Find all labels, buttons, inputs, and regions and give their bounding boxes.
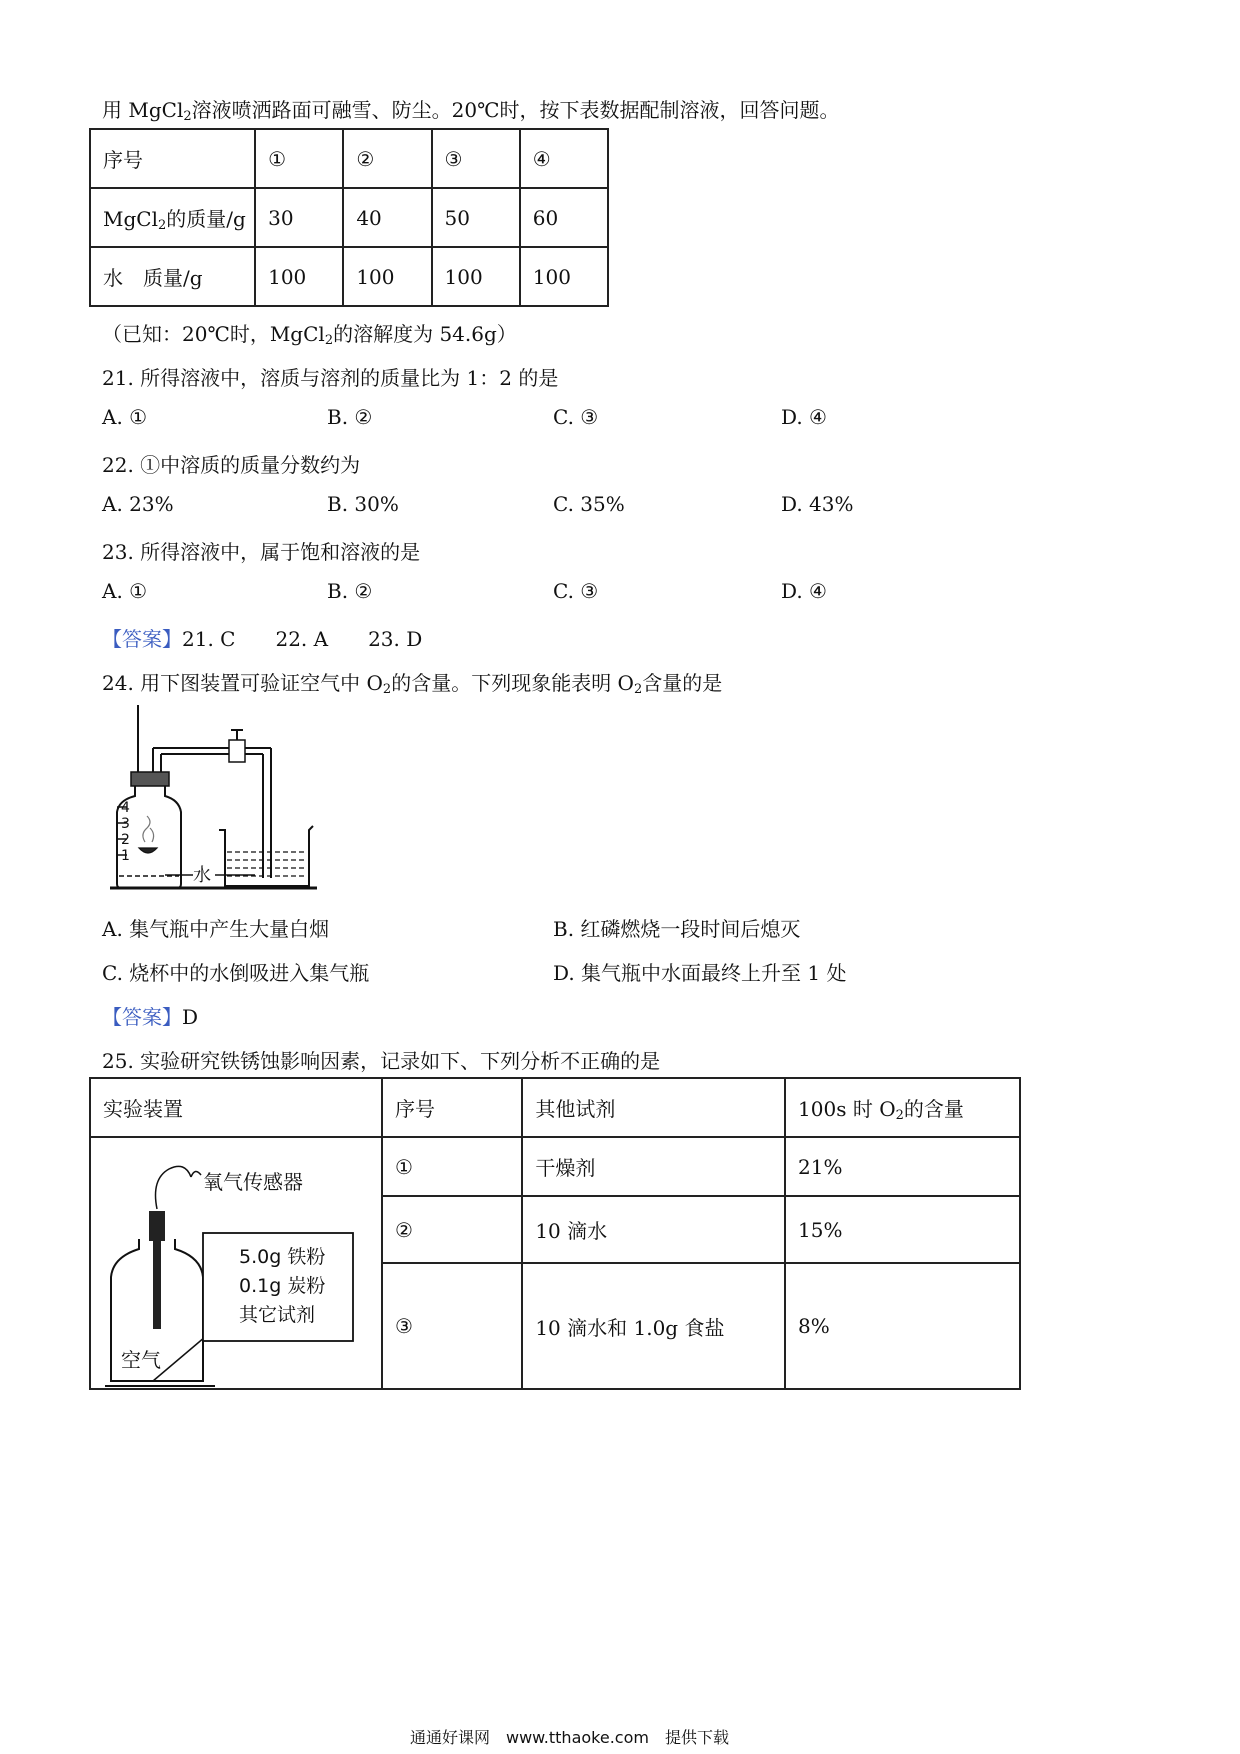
o2-header-pre: 100s 时 O xyxy=(798,1096,896,1121)
q21-stem: 21. 所得溶液中，溶质与溶剂的质量比为 1：2 的是 xyxy=(102,366,559,390)
table1-mass-cell: 50 xyxy=(432,188,520,247)
q23-stem: 23. 所得溶液中，属于饱和溶液的是 xyxy=(102,540,421,564)
table1-header-cell: ② xyxy=(343,129,431,188)
o2-header-sub: 2 xyxy=(895,1107,904,1123)
table1-header-cell: ① xyxy=(255,129,343,188)
q24-option-a[interactable]: A. 集气瓶中产生大量白烟 xyxy=(102,917,330,941)
q24-option-c[interactable]: C. 烧杯中的水倒吸进入集气瓶 xyxy=(102,961,370,985)
table1-header-cell: 序号 xyxy=(90,129,255,188)
q21-option-d[interactable]: D. ④ xyxy=(781,405,827,429)
table1-mass-cell: 30 xyxy=(255,188,343,247)
rust-header-seq: 序号 xyxy=(382,1078,522,1137)
q23-option-b[interactable]: B. ② xyxy=(327,579,373,603)
q24-option-b[interactable]: B. 红磷燃烧一段时间后熄灭 xyxy=(553,917,801,941)
scale-label: 2 xyxy=(121,832,130,848)
table1-mass-cell: 60 xyxy=(520,188,608,247)
q23-option-a[interactable]: A. ① xyxy=(102,579,148,603)
answer-tag: 【答案】 xyxy=(102,627,182,651)
rust-device-cell xyxy=(90,1137,382,1389)
q24-stem-mid: 的含量。下列现象能表明 O xyxy=(391,671,634,695)
q23-option-c[interactable]: C. ③ xyxy=(553,579,599,603)
mgcl2-table xyxy=(89,128,609,307)
table1-water-cell: 100 xyxy=(343,247,431,306)
oxygen-apparatus-figure xyxy=(105,700,330,900)
q24-stem-sub1: 2 xyxy=(382,682,392,697)
note-post: 的溶解度为 54.6g） xyxy=(333,322,517,346)
q24-stem-post: 含量的是 xyxy=(642,671,723,695)
rust-seq-cell: ② xyxy=(382,1196,522,1263)
rust-reagent-cell: 10 滴水和 1.0g 食盐 xyxy=(522,1263,785,1389)
answer-21-23 xyxy=(102,623,422,652)
q24-stem-pre: 24. 用下图装置可验证空气中 O xyxy=(102,671,383,695)
rust-header-device: 实验装置 xyxy=(90,1078,382,1137)
table1-mass-row xyxy=(90,188,608,247)
table1-mass-label xyxy=(90,188,255,247)
q22-option-c[interactable]: C. 35% xyxy=(553,492,625,516)
table1-header-cell: ④ xyxy=(520,129,608,188)
solubility-note xyxy=(102,318,517,348)
scale-label: 4 xyxy=(121,800,130,816)
table1-header-cell: ③ xyxy=(432,129,520,188)
table1-mass-cell: 40 xyxy=(343,188,431,247)
mass-label-post: 的质量/g xyxy=(166,206,246,231)
table1-water-row xyxy=(90,247,608,306)
rust-seq-cell: ③ xyxy=(382,1263,522,1389)
q22-option-d[interactable]: D. 43% xyxy=(781,492,854,516)
table1-water-cell: 100 xyxy=(520,247,608,306)
intro-sub: 2 xyxy=(183,109,192,124)
intro-pre: 用 MgCl xyxy=(102,98,184,122)
sensor-label: 氧气传感器 xyxy=(203,1170,303,1194)
intro-text xyxy=(102,94,839,124)
rust-o2-cell: 21% xyxy=(785,1137,1020,1196)
rust-seq-cell: ① xyxy=(382,1137,522,1196)
box-line: 5.0g 铁粉 xyxy=(239,1246,326,1268)
q22-option-a[interactable]: A. 23% xyxy=(102,492,174,516)
scale-label: 1 xyxy=(121,848,130,864)
q24-stem-sub2: 2 xyxy=(633,682,643,697)
answer-tag: 【答案】 xyxy=(102,1005,182,1029)
air-label: 空气 xyxy=(121,1348,161,1372)
q25-stem: 25. 实验研究铁锈蚀影响因素，记录如下、下列分析不正确的是 xyxy=(102,1049,661,1073)
rust-o2-cell: 15% xyxy=(785,1196,1020,1263)
rust-table xyxy=(89,1077,1021,1390)
table1-header-row xyxy=(90,129,608,188)
intro-post: 溶液喷洒路面可融雪、防尘。20℃时，按下表数据配制溶液，回答问题。 xyxy=(191,98,840,122)
note-pre: （已知：20℃时，MgCl xyxy=(102,322,325,346)
page-footer: 通通好课网 www.tthaoke.com 提供下载 xyxy=(410,1728,729,1747)
rust-apparatus-figure xyxy=(91,1139,381,1387)
rust-reagent-cell: 干燥剂 xyxy=(522,1137,785,1196)
q23-option-d[interactable]: D. ④ xyxy=(781,579,827,603)
box-line: 0.1g 炭粉 xyxy=(239,1275,326,1297)
answer-24 xyxy=(102,1001,198,1030)
mass-label-sub: 2 xyxy=(157,217,167,233)
table1-water-cell: 100 xyxy=(432,247,520,306)
q21-option-a[interactable]: A. ① xyxy=(102,405,148,429)
q24-option-d[interactable]: D. 集气瓶中水面最终上升至 1 处 xyxy=(553,961,847,985)
q22-option-b[interactable]: B. 30% xyxy=(327,492,399,516)
rust-header-reagent: 其他试剂 xyxy=(522,1078,785,1137)
mass-label-pre: MgCl xyxy=(103,206,158,231)
rust-header-o2 xyxy=(785,1078,1020,1137)
answer-text: 21. C 22. A 23. D xyxy=(182,627,423,651)
scale-label: 3 xyxy=(121,816,130,832)
table1-water-cell: 100 xyxy=(255,247,343,306)
o2-header-post: 的含量 xyxy=(903,1096,964,1121)
rust-reagent-cell: 10 滴水 xyxy=(522,1196,785,1263)
q24-stem xyxy=(102,667,722,697)
box-line: 其它试剂 xyxy=(239,1304,316,1326)
rust-row xyxy=(90,1137,1020,1196)
answer-text: D xyxy=(182,1005,199,1029)
q22-stem: 22. ①中溶质的质量分数约为 xyxy=(102,453,361,477)
rust-header-row xyxy=(90,1078,1020,1137)
q21-option-c[interactable]: C. ③ xyxy=(553,405,599,429)
note-sub: 2 xyxy=(324,333,334,348)
q21-option-b[interactable]: B. ② xyxy=(327,405,373,429)
water-label: 水 xyxy=(193,865,211,886)
table1-water-label: 水 质量/g xyxy=(90,247,255,306)
rust-o2-cell: 8% xyxy=(785,1263,1020,1389)
